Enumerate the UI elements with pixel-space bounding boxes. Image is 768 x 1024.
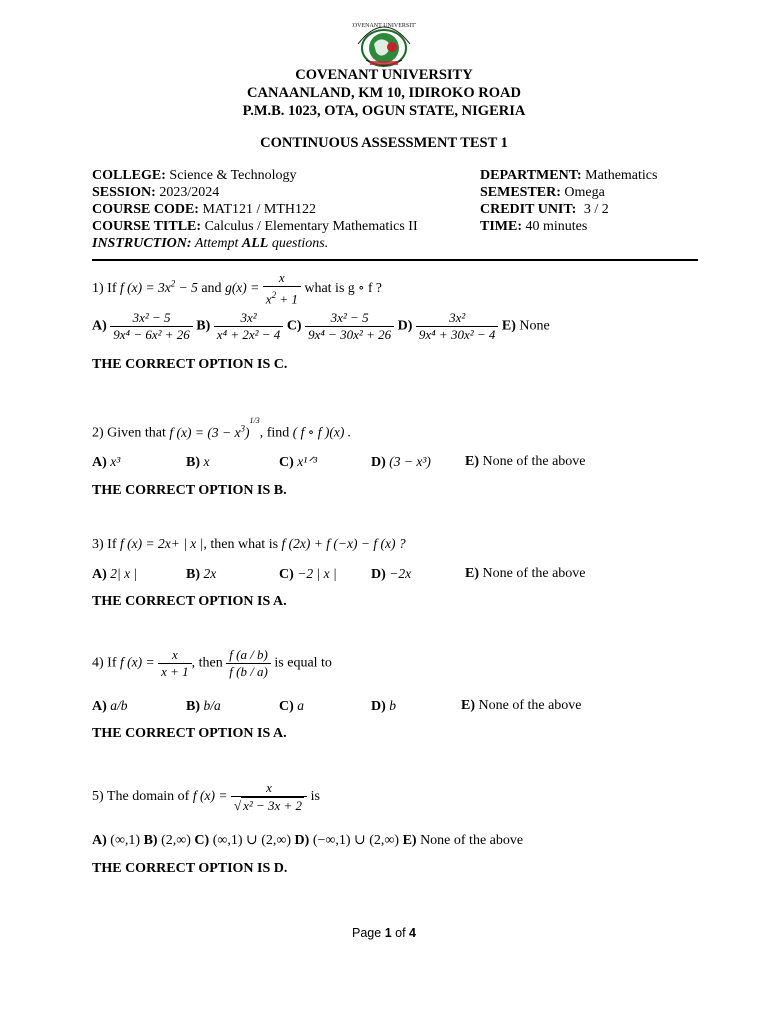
department-line	[480, 167, 657, 184]
university-logo	[352, 14, 416, 72]
address-line-2: P.M.B. 1023, OTA, OGUN STATE, NIGERIA	[242, 103, 526, 119]
q2-fx: f $(x) = (3 - x^3)^{1/3}$	[169, 416, 260, 440]
q4-number: 4)	[92, 655, 104, 671]
q4-if: If	[107, 655, 117, 671]
q4-fx-fraction: $\frac{x}{x + 1}$	[158, 647, 192, 680]
college-value: Science & Technology	[169, 168, 297, 183]
q5-option-d: (−∞,1) ∪ (2,∞)	[312, 833, 400, 848]
q5-option-b-label: B)	[143, 833, 158, 848]
q5-option-e-label: E)	[402, 833, 417, 848]
credit-value: 3 / 2	[583, 202, 609, 217]
course-title-line	[92, 218, 418, 235]
q5-option-d-label: D)	[294, 833, 310, 848]
session-line	[92, 184, 219, 201]
question-3	[92, 536, 406, 553]
q2-text1: Given that	[107, 425, 166, 441]
q1-fx: f $(x) = 3x^2 - 5$	[120, 278, 198, 295]
q1-option-e: None	[519, 318, 550, 334]
q4-fx-lhs: f (x) =	[120, 654, 155, 670]
question-1	[92, 270, 382, 307]
q1-gx-numerator: x	[263, 270, 301, 287]
q2-option-b: B) x	[186, 454, 210, 470]
q2-answer: THE CORRECT OPTION IS B.	[92, 483, 287, 498]
course-code-value: MAT121 / MTH122	[202, 202, 317, 217]
q1-option-c-label: C)	[286, 318, 302, 334]
q2-fof: ( f ∘ f )(x) .	[292, 424, 352, 440]
department-label: DEPARTMENT:	[480, 168, 582, 183]
q2-text2: , find	[259, 425, 290, 441]
q5-denominator: x² − 3x + 2	[243, 798, 303, 813]
time-label: TIME:	[480, 219, 522, 234]
college-line	[92, 167, 296, 184]
q4-option-c: C) a	[279, 698, 305, 714]
time-line	[480, 218, 587, 235]
q3-expr: f (2x) + f (−x) − f (x) ?	[281, 536, 406, 551]
q1-option-a-label: A)	[92, 318, 107, 334]
q2-option-d: D) (3 − x³)	[371, 454, 431, 470]
semester-label: SEMESTER:	[480, 185, 561, 200]
credit-line	[480, 201, 609, 218]
logo-lettering: COVENANT UNIVERSITY	[352, 23, 416, 29]
q3-number: 3)	[92, 537, 104, 552]
department-value: Mathematics	[585, 168, 658, 183]
course-code-label: COURSE CODE:	[92, 202, 199, 217]
q2-option-c: C) x¹ᐟ³	[279, 454, 318, 470]
q5-number: 5)	[92, 789, 104, 805]
q5-option-a-label: A)	[92, 833, 107, 848]
q3-answer: THE CORRECT OPTION IS A.	[92, 594, 287, 609]
q1-number: 1)	[92, 280, 104, 296]
instruction-pre: Attempt	[194, 236, 242, 251]
q1-if: If	[107, 280, 117, 296]
q5-option-c: (∞,1) ∪ (2,∞)	[212, 833, 292, 848]
q1-answer: THE CORRECT OPTION IS C.	[92, 357, 288, 372]
header-divider	[92, 259, 698, 261]
course-title-value: Calculus / Elementary Mathematics II	[204, 219, 418, 234]
q5-option-e: None of the above	[420, 833, 524, 848]
question-4	[92, 647, 332, 680]
q4-option-b: B) b/a	[186, 698, 221, 714]
q4-answer: THE CORRECT OPTION IS A.	[92, 726, 287, 741]
page-number: Page 1 of 4	[352, 926, 416, 940]
university-name: COVENANT UNIVERSITY	[295, 67, 473, 83]
course-code-line	[92, 201, 316, 218]
q5-option-a: (∞,1)	[110, 833, 141, 848]
session-value: 2023/2024	[159, 185, 220, 200]
q1-what: what is	[304, 280, 345, 296]
q1-option-a: $\frac{\text{3x² − 5}}{\text{9x⁴ − 6x² + 26}}$	[110, 310, 193, 343]
q5-answer: THE CORRECT OPTION IS D.	[92, 861, 288, 876]
q1-option-e-label: E)	[501, 318, 516, 334]
credit-label: CREDIT UNIT:	[480, 202, 577, 217]
course-title-label: COURSE TITLE:	[92, 219, 202, 234]
session-label: SESSION:	[92, 185, 156, 200]
semester-value: Omega	[564, 185, 605, 200]
q1-gof: g ∘ f ?	[347, 279, 382, 295]
question-2	[92, 416, 352, 442]
instruction-label: INSTRUCTION:	[92, 236, 192, 251]
q1-gx-denominator: $x^2 + 1$	[265, 290, 298, 307]
q4-tail: is equal to	[274, 655, 332, 671]
time-value: 40 minutes	[525, 219, 588, 234]
q4-then: , then	[191, 655, 223, 671]
q5-option-b: (2,∞)	[161, 833, 191, 848]
q4-ratio-fraction: $\frac{f (a / b)}{f (b / a)}$	[226, 647, 271, 680]
q2-number: 2)	[92, 425, 104, 441]
q5-options	[92, 832, 523, 849]
semester-line	[480, 184, 605, 201]
q1-option-d-label: D)	[397, 318, 413, 334]
instruction-post: questions.	[268, 236, 329, 251]
q1-option-c: $\frac{\text{3x² − 5}}{\text{9x⁴ − 30x² + 26}}$	[305, 310, 394, 343]
q5-text: The domain of	[106, 789, 190, 805]
q3-option-c: C) −2 | x |	[279, 566, 337, 582]
q4-option-d: D) b	[371, 698, 397, 714]
q1-options	[92, 310, 550, 343]
q4-option-e: E) None of the above	[461, 698, 582, 713]
q3-if: If	[107, 537, 117, 552]
q3-option-a: A) 2| x |	[92, 566, 138, 582]
college-label: COLLEGE:	[92, 168, 166, 183]
q4-option-a: A) a/b	[92, 698, 128, 714]
q1-gx-lhs: g(x) =	[225, 279, 260, 295]
q1-option-b-label: B)	[196, 318, 211, 334]
q1-gx-fraction	[263, 270, 301, 307]
q2-option-a: A) x³	[92, 454, 121, 470]
q1-option-d: $\frac{\text{3x²}}{\text{9x⁴ + 30x² − 4}}$	[416, 310, 499, 343]
q2-option-e: E) None of the above	[465, 454, 586, 469]
address-line-1: CANAANLAND, KM 10, IDIROKO ROAD	[247, 85, 521, 101]
q5-fraction: $\frac{x}{\text{√ x² − 3x + 2}}$	[231, 780, 307, 814]
q3-option-b: B) 2x	[186, 566, 217, 582]
q5-option-c-label: C)	[194, 833, 210, 848]
q1-and: and	[201, 280, 222, 296]
q5-is: is	[310, 789, 320, 805]
question-5	[92, 780, 320, 814]
q1-option-b: $\frac{\text{3x²}}{\text{x⁴ + 2x² − 4}}$	[214, 310, 284, 343]
instruction-all: ALL	[241, 236, 269, 251]
test-title: CONTINUOUS ASSESSMENT TEST 1	[260, 135, 508, 151]
instruction-line	[92, 235, 328, 252]
q5-fx-lhs: f (x) =	[192, 788, 228, 804]
q3-text: , then what is	[203, 537, 279, 552]
q3-fx: f (x) = 2x+ | x |	[120, 536, 204, 551]
q3-option-d: D) −2x	[371, 566, 412, 582]
q3-option-e: E) None of the above	[465, 566, 586, 581]
